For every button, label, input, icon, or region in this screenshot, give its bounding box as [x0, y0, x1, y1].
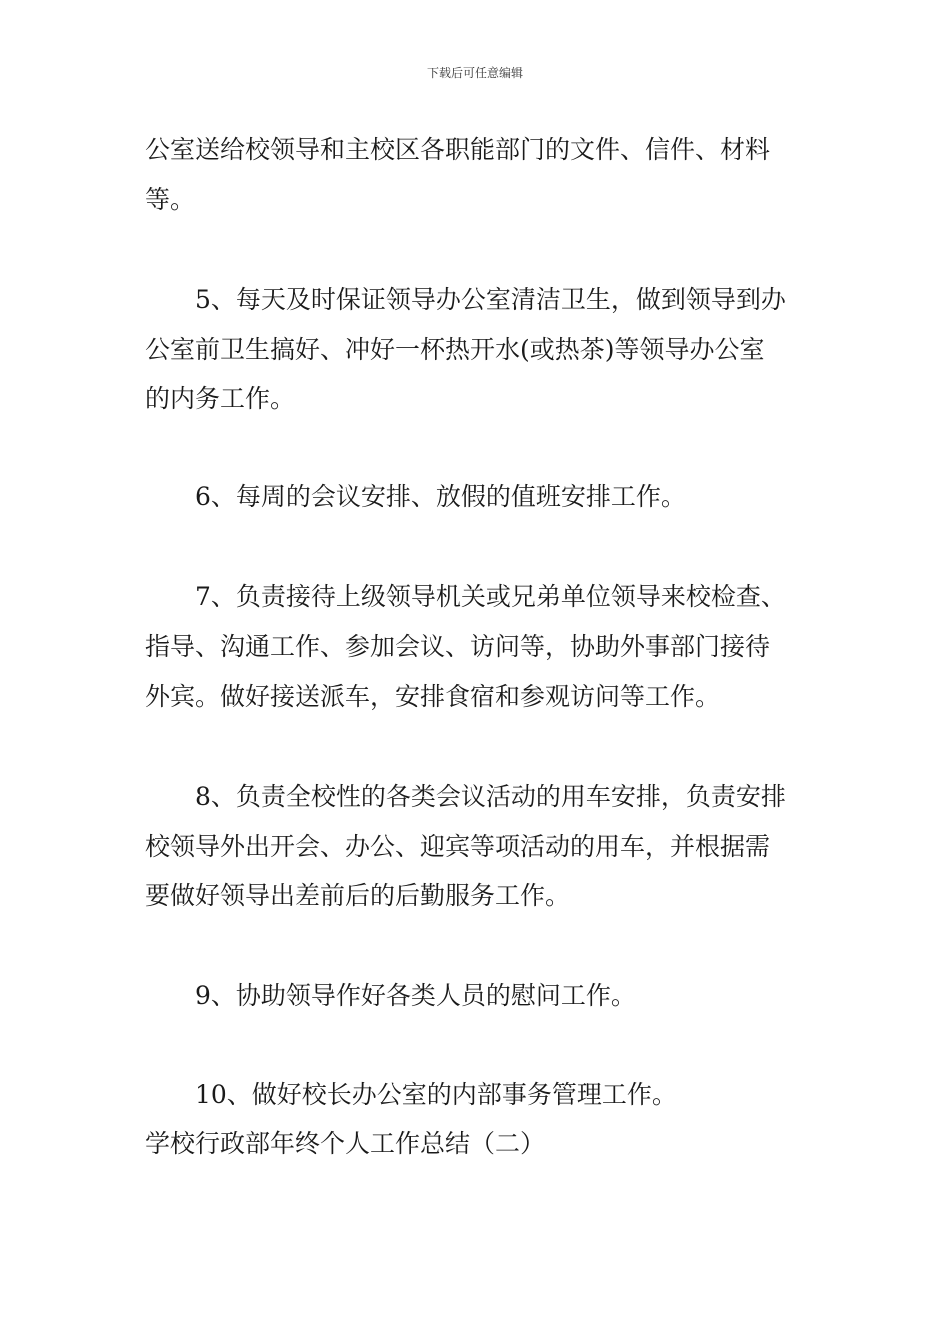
text-line: 7、负责接待上级领导机关或兄弟单位领导来校检查、: [195, 582, 786, 611]
text-line: 等。: [145, 185, 196, 214]
section-heading: 学校行政部年终个人工作总结（二）: [145, 1129, 546, 1158]
text-line: 公室送给校领导和主校区各职能部门的文件、信件、材料: [145, 135, 771, 164]
text-line: 指导、沟通工作、参加会议、访问等，协助外事部门接待: [145, 632, 771, 661]
text-line: 的内务工作。: [145, 384, 296, 413]
text-line: 外宾。做好接送派车，安排食宿和参观访问等工作。: [145, 682, 721, 711]
text-line: 公室前卫生搞好、冲好一杯热开水(或热茶)等领导办公室: [145, 335, 765, 364]
text-line: 9、协助领导作好各类人员的慰问工作。: [195, 981, 636, 1010]
text-line: 校领导外出开会、办公、迎宾等项活动的用车，并根据需: [145, 832, 771, 861]
text-line: 8、负责全校性的各类会议活动的用车安排，负责安排: [195, 782, 786, 811]
page-header-note: 下载后可任意编辑: [426, 66, 523, 80]
text-line: 10、做好校长办公室的内部事务管理工作。: [195, 1080, 677, 1109]
text-line: 要做好领导出差前后的后勤服务工作。: [145, 881, 571, 910]
text-line: 5、每天及时保证领导办公室清洁卫生，做到领导到办: [195, 285, 786, 314]
text-line: 6、每周的会议安排、放假的值班安排工作。: [195, 482, 686, 511]
